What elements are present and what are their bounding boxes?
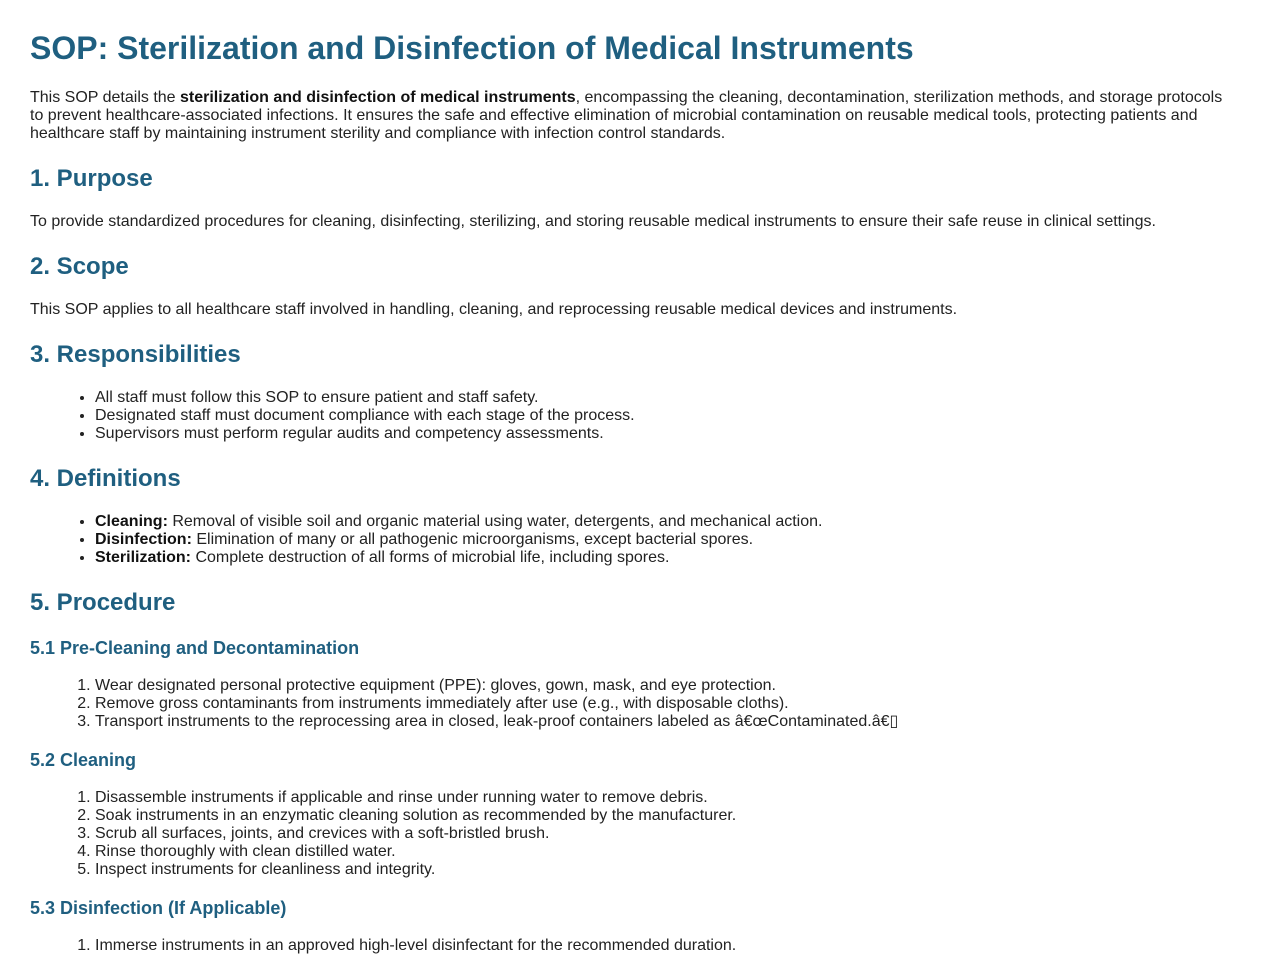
list-item: • Supervisors must perform regular audits and competency assessments. <box>95 425 1233 443</box>
cleaning-list <box>30 789 1233 879</box>
definition-term: Sterilization: <box>95 549 192 566</box>
intro-text-post: , encompassing the cleaning, decontamination, sterilization methods, and storage protocols to prevent healthcare-associated infections. It ensures the safe and effective elimination of microbial contamination on reusable medical tools, protecting patients and healthcare staff by maintaining instrument sterility and compliance with infection control standards. <box>30 89 1223 142</box>
definition-text: Complete destruction of all forms of microbial life, including spores. <box>191 549 670 566</box>
intro-paragraph <box>30 89 1233 143</box>
definitions-heading: 4. Definitions <box>30 465 181 492</box>
list-item: 3. Scrub all surfaces, joints, and crevices with a soft-bristled brush. <box>95 825 1233 843</box>
responsibilities-heading: 3. Responsibilities <box>30 341 241 368</box>
precleaning-heading: 5.1 Pre-Cleaning and Decontamination <box>30 638 360 658</box>
scope-heading: 2. Scope <box>30 253 129 280</box>
list-item: 3. Transport instruments to the reprocessing area in closed, leak-proof containers labeled as â€œContaminated.â€▯ <box>95 713 1233 731</box>
page-title: SOP: Sterilization and Disinfection of Medical Instruments <box>30 30 914 66</box>
intro-text-pre: This SOP details the <box>30 89 180 106</box>
responsibilities-list <box>30 389 1233 443</box>
definitions-list <box>30 513 1233 567</box>
scope-text: This SOP applies to all healthcare staff involved in handling, cleaning, and reprocessing reusable medical devices and instruments. <box>30 301 958 318</box>
definition-text: Removal of visible soil and organic material using water, detergents, and mechanical action. <box>167 513 823 530</box>
definition-term: Cleaning: <box>95 513 168 530</box>
definition-text: Elimination of many or all pathogenic microorganisms, except bacterial spores. <box>191 531 754 548</box>
disinfection-heading: 5.3 Disinfection (If Applicable) <box>30 898 287 918</box>
list-item: • All staff must follow this SOP to ensure patient and staff safety. <box>95 389 1233 407</box>
procedure-heading: 5. Procedure <box>30 589 176 616</box>
list-item: • Designated staff must document compliance with each stage of the process. <box>95 407 1233 425</box>
purpose-text: To provide standardized procedures for cleaning, disinfecting, sterilizing, and storing reusable medical instruments to ensure their safe reuse in clinical settings. <box>30 213 1156 230</box>
list-item: 5. Inspect instruments for cleanliness and integrity. <box>95 861 1233 879</box>
definition-item <box>95 549 1233 567</box>
list-item: 1. Disassemble instruments if applicable and rinse under running water to remove debris. <box>95 789 1233 807</box>
list-item: 1. Wear designated personal protective equipment (PPE): gloves, gown, mask, and eye protection. <box>95 677 1233 695</box>
disinfection-list <box>30 937 1233 955</box>
cleaning-heading: 5.2 Cleaning <box>30 750 137 770</box>
precleaning-list <box>30 677 1233 731</box>
definition-item <box>95 513 1233 531</box>
list-item: 2. Remove gross contaminants from instruments immediately after use (e.g., with disposable cloths). <box>95 695 1233 713</box>
definition-term: Disinfection: <box>95 531 192 548</box>
intro-text-bold: sterilization and disinfection of medical instruments <box>180 89 576 106</box>
list-item: 2. Soak instruments in an enzymatic cleaning solution as recommended by the manufacturer. <box>95 807 1233 825</box>
definition-item <box>95 531 1233 549</box>
list-item: 1. Immerse instruments in an approved high-level disinfectant for the recommended duration. <box>95 937 1233 955</box>
purpose-heading: 1. Purpose <box>30 165 153 192</box>
list-item: 4. Rinse thoroughly with clean distilled water. <box>95 843 1233 861</box>
